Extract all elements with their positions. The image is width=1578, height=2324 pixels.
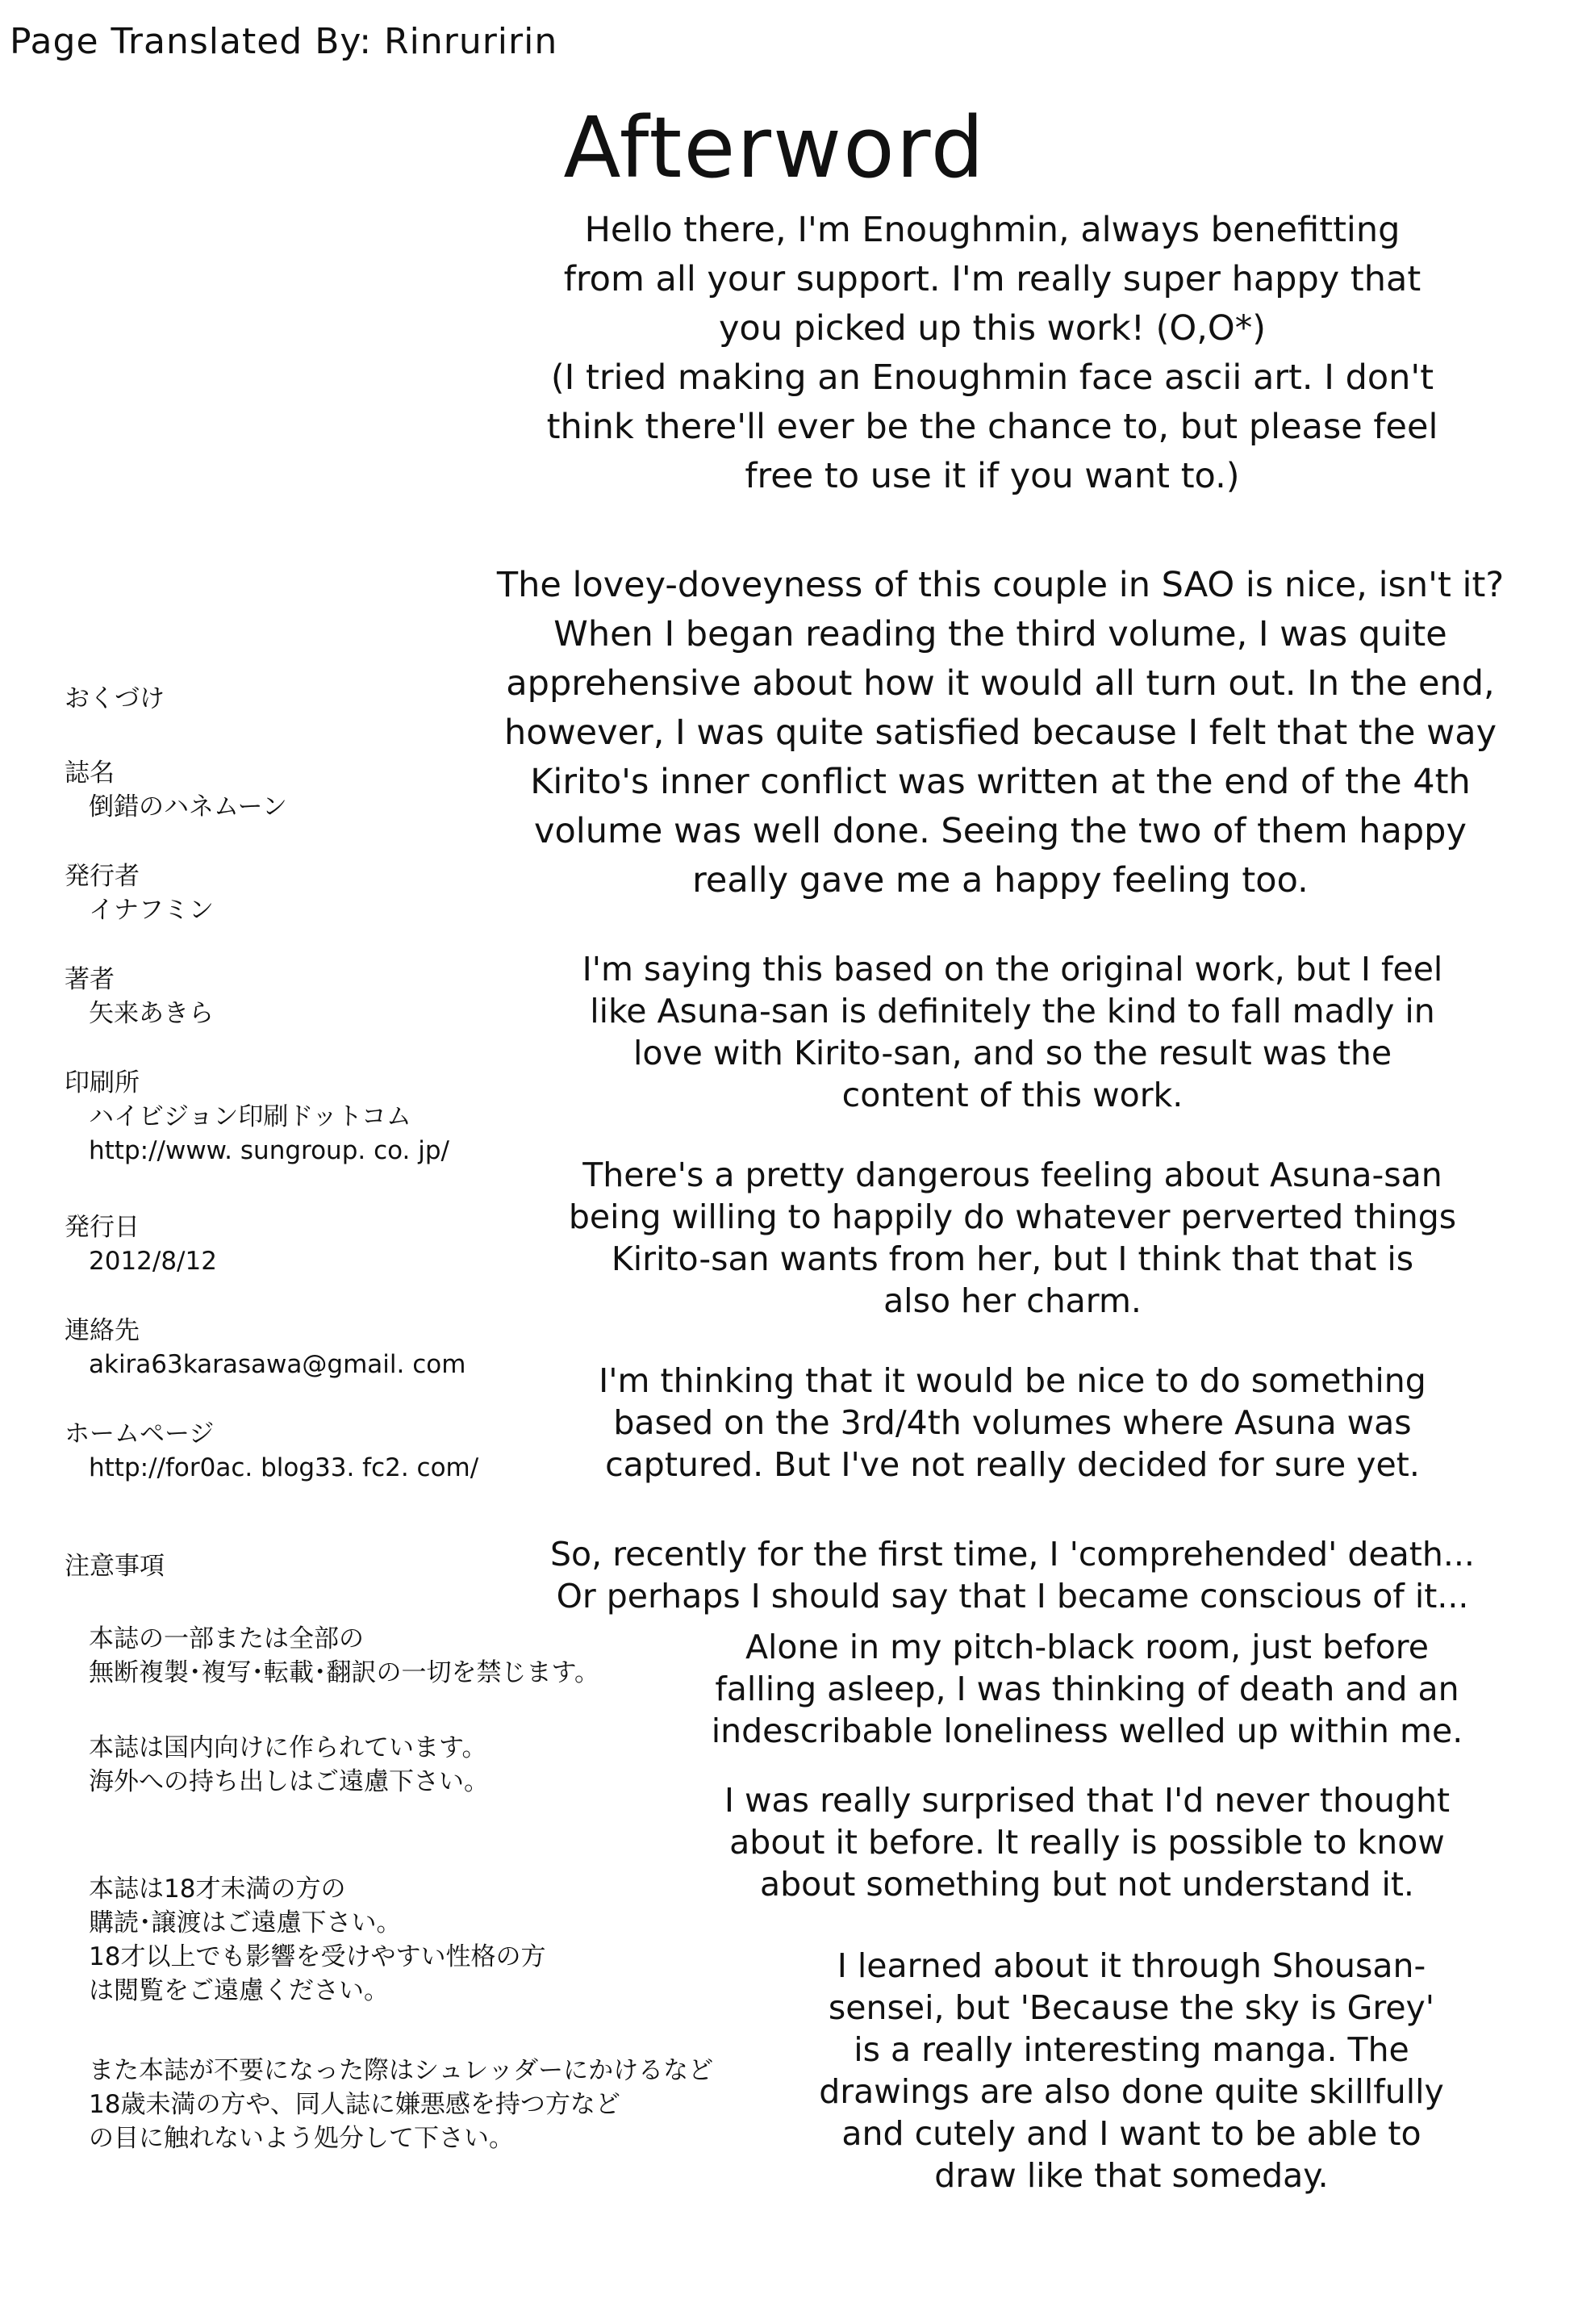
colophon-value-title: 倒錯のハネムーン bbox=[89, 792, 287, 821]
afterword-paragraph-1: Hello there, I'm Enoughmin, always benefitting from all your support. I'm really super happy that you picked up this work! (O,O*) (I tried making an Enoughmin face ascii art. I don't think there'll ever be the chance to, but please feel free to use it if you want to.) bbox=[546, 210, 1438, 496]
colophon-value-date: 2012/8/12 bbox=[89, 1247, 217, 1276]
notice-1: 本誌の一部または全部の 無断複製･複写･転載･翻訳の一切を禁じます。 bbox=[89, 1624, 600, 1687]
colophon-value-contact: akira63karasawa@gmail. com bbox=[89, 1350, 466, 1379]
afterword-paragraph-3: I'm saying this based on the original work, but I feel like Asuna-san is definitely the kind to fall madly in love with Kirito-san, and so the result was the content of this work. bbox=[582, 950, 1443, 1114]
colophon-label-publisher: 発行者 bbox=[65, 862, 140, 891]
colophon-value-homepage: http://for0ac. blog33. fc2. com/ bbox=[89, 1453, 479, 1482]
colophon-label-date: 発行日 bbox=[65, 1213, 140, 1242]
colophon-label-printer: 印刷所 bbox=[65, 1068, 140, 1097]
page-title: Afterword bbox=[563, 98, 986, 197]
colophon-value-printer: ハイビジョン印刷ドットコム bbox=[89, 1102, 411, 1131]
afterword-paragraph-6: So, recently for the first time, I 'comprehended' death... Or perhaps I should say that I became conscious of it... bbox=[550, 1535, 1475, 1616]
colophon-value-printer-url: http://www. sungroup. co. jp/ bbox=[89, 1136, 449, 1165]
afterword-paragraph-2: The lovey-doveyness of this couple in SAO is nice, isn't it? When I began reading the third volume, I was quite apprehensive about how it would all turn out. In the end, however, I was quite satisfied because I felt that the way Kirito's inner conflict was written at the end of the 4th volume was well done. Seeing the two of them happy really gave me a happy feeling too. bbox=[496, 565, 1505, 901]
notice-2: 本誌は国内向けに作られています。 海外への持ち出しはご遠慮下さい。 bbox=[89, 1733, 489, 1796]
afterword-paragraph-4: There's a pretty dangerous feeling about Asuna-san being willing to happily do whatever perverted things Kirito-san wants from her, but I think that that is also her charm. bbox=[568, 1156, 1457, 1320]
notice-3: 本誌は18才未満の方の 購読･譲渡はご遠慮下さい。 18才以上でも影響を受けやすい性格の方 は閲覧をご遠慮ください。 bbox=[89, 1875, 546, 2005]
notice-4: また本誌が不要になった際はシュレッダーにかけるなど 18歳未満の方や、同人誌に嫌悪感を持つ方など の目に触れないよう処分して下さい。 bbox=[89, 2056, 714, 2153]
colophon-heading: おくづけ bbox=[65, 684, 165, 713]
colophon-label-contact: 連絡先 bbox=[65, 1316, 140, 1345]
notice-heading: 注意事項 bbox=[65, 1552, 165, 1581]
colophon-value-publisher: イナフミン bbox=[89, 896, 214, 925]
colophon-label-title: 誌名 bbox=[65, 759, 115, 788]
afterword-paragraph-7: Alone in my pitch-black room, just before falling asleep, I was thinking of death and an indescribable loneliness welled up within me. bbox=[711, 1628, 1463, 1750]
afterword-paragraph-9: I learned about it through Shousan- sensei, but 'Because the sky is Grey' is a really interesting manga. The drawings are also done quite skillfully and cutely and I want to be able to draw like that someday. bbox=[819, 1946, 1444, 2195]
afterword-paragraph-5: I'm thinking that it would be nice to do something based on the 3rd/4th volumes where Asuna was captured. But I've not really decided for sure yet. bbox=[599, 1361, 1426, 1484]
translator-credit: Page Translated By: Rinruririn bbox=[10, 21, 558, 62]
colophon-value-author: 矢来あきら bbox=[89, 999, 214, 1028]
afterword-paragraph-8: I was really surprised that I'd never thought about it before. It really is possible to know about something but not understand it. bbox=[724, 1781, 1451, 1904]
colophon-label-homepage: ホームページ bbox=[65, 1419, 215, 1448]
colophon-label-author: 著者 bbox=[65, 965, 115, 994]
